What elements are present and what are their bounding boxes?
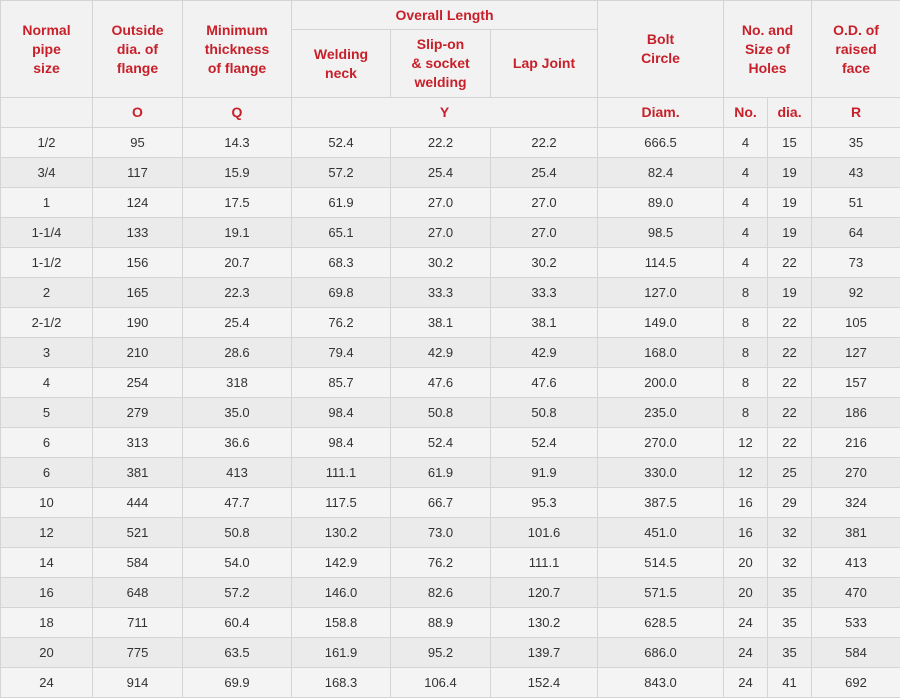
cell-pipe-size: 16 [1,578,93,608]
subheader-q: Q [183,98,292,128]
cell-bolt-circle: 270.0 [598,428,724,458]
cell-holes-dia: 22 [768,398,812,428]
cell-holes-no: 20 [724,578,768,608]
cell-bolt-circle: 514.5 [598,548,724,578]
cell-bolt-circle: 666.5 [598,128,724,158]
cell-raised-face: 105 [812,308,900,338]
cell-lap-joint: 22.2 [491,128,598,158]
cell-holes-no: 16 [724,518,768,548]
cell-thickness: 15.9 [183,158,292,188]
cell-raised-face: 692 [812,668,900,698]
cell-outside-dia: 254 [93,368,183,398]
cell-holes-no: 24 [724,638,768,668]
header-welding-neck: Welding neck [292,30,391,98]
cell-holes-dia: 22 [768,248,812,278]
cell-lap-joint: 130.2 [491,608,598,638]
cell-holes-no: 24 [724,668,768,698]
cell-pipe-size: 1 [1,188,93,218]
cell-slip-on: 42.9 [391,338,491,368]
cell-holes-dia: 22 [768,308,812,338]
table-header [1,1,900,128]
cell-raised-face: 64 [812,218,900,248]
cell-lap-joint: 91.9 [491,458,598,488]
cell-thickness: 35.0 [183,398,292,428]
cell-thickness: 413 [183,458,292,488]
cell-pipe-size: 2 [1,278,93,308]
cell-holes-no: 8 [724,338,768,368]
table-row [1,458,900,488]
cell-holes-no: 4 [724,158,768,188]
cell-pipe-size: 2-1/2 [1,308,93,338]
cell-outside-dia: 117 [93,158,183,188]
table-body [1,128,900,698]
cell-lap-joint: 50.8 [491,398,598,428]
cell-slip-on: 88.9 [391,608,491,638]
table-row [1,518,900,548]
cell-pipe-size: 1-1/4 [1,218,93,248]
cell-welding-neck: 52.4 [292,128,391,158]
cell-thickness: 57.2 [183,578,292,608]
cell-holes-dia: 35 [768,578,812,608]
cell-lap-joint: 33.3 [491,278,598,308]
cell-outside-dia: 914 [93,668,183,698]
header-bolt-circle: Bolt Circle [598,1,724,98]
cell-holes-dia: 29 [768,488,812,518]
cell-pipe-size: 24 [1,668,93,698]
cell-bolt-circle: 843.0 [598,668,724,698]
cell-raised-face: 43 [812,158,900,188]
cell-holes-no: 12 [724,428,768,458]
table-row [1,158,900,188]
cell-slip-on: 27.0 [391,188,491,218]
cell-welding-neck: 130.2 [292,518,391,548]
cell-outside-dia: 313 [93,428,183,458]
cell-raised-face: 35 [812,128,900,158]
cell-outside-dia: 156 [93,248,183,278]
cell-slip-on: 47.6 [391,368,491,398]
table-row [1,128,900,158]
cell-holes-dia: 19 [768,218,812,248]
cell-raised-face: 186 [812,398,900,428]
table-row [1,428,900,458]
cell-holes-dia: 35 [768,608,812,638]
cell-bolt-circle: 235.0 [598,398,724,428]
cell-raised-face: 533 [812,608,900,638]
subheader-y: Y [292,98,598,128]
cell-holes-dia: 41 [768,668,812,698]
cell-lap-joint: 38.1 [491,308,598,338]
cell-slip-on: 38.1 [391,308,491,338]
cell-holes-no: 8 [724,308,768,338]
cell-thickness: 47.7 [183,488,292,518]
cell-pipe-size: 1-1/2 [1,248,93,278]
cell-slip-on: 61.9 [391,458,491,488]
table-row [1,278,900,308]
cell-welding-neck: 85.7 [292,368,391,398]
cell-slip-on: 22.2 [391,128,491,158]
table-row [1,638,900,668]
cell-slip-on: 82.6 [391,578,491,608]
cell-welding-neck: 111.1 [292,458,391,488]
cell-welding-neck: 98.4 [292,398,391,428]
cell-holes-no: 20 [724,548,768,578]
cell-holes-dia: 19 [768,158,812,188]
cell-raised-face: 381 [812,518,900,548]
cell-welding-neck: 146.0 [292,578,391,608]
cell-pipe-size: 1/2 [1,128,93,158]
cell-lap-joint: 139.7 [491,638,598,668]
cell-bolt-circle: 82.4 [598,158,724,188]
cell-thickness: 50.8 [183,518,292,548]
cell-bolt-circle: 149.0 [598,308,724,338]
header-min-thickness: Minimum thickness of flange [183,1,292,98]
cell-lap-joint: 152.4 [491,668,598,698]
cell-bolt-circle: 451.0 [598,518,724,548]
cell-welding-neck: 117.5 [292,488,391,518]
cell-holes-no: 4 [724,248,768,278]
table-row [1,548,900,578]
cell-bolt-circle: 571.5 [598,578,724,608]
table-row [1,308,900,338]
header-slip-on: Slip-on & socket welding [391,30,491,98]
cell-slip-on: 52.4 [391,428,491,458]
table-row [1,188,900,218]
cell-lap-joint: 120.7 [491,578,598,608]
cell-welding-neck: 61.9 [292,188,391,218]
cell-slip-on: 76.2 [391,548,491,578]
cell-raised-face: 270 [812,458,900,488]
cell-thickness: 36.6 [183,428,292,458]
cell-raised-face: 73 [812,248,900,278]
cell-holes-no: 4 [724,128,768,158]
cell-holes-no: 4 [724,218,768,248]
cell-holes-dia: 35 [768,638,812,668]
cell-slip-on: 66.7 [391,488,491,518]
cell-holes-dia: 22 [768,428,812,458]
cell-holes-no: 8 [724,368,768,398]
cell-bolt-circle: 686.0 [598,638,724,668]
cell-slip-on: 25.4 [391,158,491,188]
table-row [1,668,900,698]
table-row [1,488,900,518]
cell-outside-dia: 165 [93,278,183,308]
table-row [1,338,900,368]
cell-pipe-size: 6 [1,428,93,458]
cell-pipe-size: 14 [1,548,93,578]
cell-welding-neck: 161.9 [292,638,391,668]
cell-welding-neck: 168.3 [292,668,391,698]
cell-holes-no: 24 [724,608,768,638]
subheader-dia: dia. [768,98,812,128]
table-row [1,608,900,638]
cell-bolt-circle: 330.0 [598,458,724,488]
cell-slip-on: 30.2 [391,248,491,278]
cell-pipe-size: 3/4 [1,158,93,188]
cell-thickness: 14.3 [183,128,292,158]
cell-outside-dia: 190 [93,308,183,338]
cell-raised-face: 324 [812,488,900,518]
cell-pipe-size: 18 [1,608,93,638]
cell-welding-neck: 98.4 [292,428,391,458]
cell-thickness: 69.9 [183,668,292,698]
cell-bolt-circle: 89.0 [598,188,724,218]
header-holes: No. and Size of Holes [724,1,812,98]
cell-slip-on: 50.8 [391,398,491,428]
cell-outside-dia: 210 [93,338,183,368]
cell-thickness: 25.4 [183,308,292,338]
cell-bolt-circle: 628.5 [598,608,724,638]
cell-lap-joint: 52.4 [491,428,598,458]
cell-bolt-circle: 168.0 [598,338,724,368]
cell-welding-neck: 158.8 [292,608,391,638]
cell-thickness: 318 [183,368,292,398]
header-pipe-size: Normal pipe size [1,1,93,98]
cell-outside-dia: 711 [93,608,183,638]
cell-holes-dia: 19 [768,278,812,308]
subheader-empty [1,98,93,128]
cell-outside-dia: 521 [93,518,183,548]
cell-raised-face: 216 [812,428,900,458]
subheader-diam: Diam. [598,98,724,128]
cell-welding-neck: 79.4 [292,338,391,368]
cell-holes-dia: 19 [768,188,812,218]
cell-lap-joint: 101.6 [491,518,598,548]
cell-outside-dia: 775 [93,638,183,668]
cell-holes-dia: 25 [768,458,812,488]
cell-welding-neck: 76.2 [292,308,391,338]
cell-raised-face: 51 [812,188,900,218]
cell-pipe-size: 4 [1,368,93,398]
cell-holes-dia: 22 [768,368,812,398]
cell-outside-dia: 279 [93,398,183,428]
cell-pipe-size: 20 [1,638,93,668]
cell-outside-dia: 124 [93,188,183,218]
cell-raised-face: 127 [812,338,900,368]
cell-thickness: 28.6 [183,338,292,368]
cell-bolt-circle: 98.5 [598,218,724,248]
cell-raised-face: 92 [812,278,900,308]
cell-thickness: 60.4 [183,608,292,638]
cell-thickness: 20.7 [183,248,292,278]
cell-raised-face: 157 [812,368,900,398]
cell-bolt-circle: 114.5 [598,248,724,278]
cell-raised-face: 584 [812,638,900,668]
cell-welding-neck: 68.3 [292,248,391,278]
cell-slip-on: 27.0 [391,218,491,248]
table-row [1,398,900,428]
cell-holes-no: 8 [724,278,768,308]
cell-holes-no: 4 [724,188,768,218]
cell-welding-neck: 142.9 [292,548,391,578]
cell-slip-on: 95.2 [391,638,491,668]
cell-holes-dia: 32 [768,548,812,578]
cell-lap-joint: 42.9 [491,338,598,368]
cell-outside-dia: 648 [93,578,183,608]
cell-outside-dia: 444 [93,488,183,518]
cell-outside-dia: 95 [93,128,183,158]
cell-outside-dia: 133 [93,218,183,248]
cell-bolt-circle: 387.5 [598,488,724,518]
cell-thickness: 19.1 [183,218,292,248]
cell-slip-on: 33.3 [391,278,491,308]
cell-welding-neck: 65.1 [292,218,391,248]
cell-lap-joint: 30.2 [491,248,598,278]
cell-pipe-size: 6 [1,458,93,488]
cell-holes-no: 12 [724,458,768,488]
table-row [1,368,900,398]
header-overall-length: Overall Length [292,1,598,30]
cell-slip-on: 73.0 [391,518,491,548]
cell-lap-joint: 111.1 [491,548,598,578]
cell-welding-neck: 57.2 [292,158,391,188]
table-row [1,248,900,278]
cell-thickness: 17.5 [183,188,292,218]
header-lap-joint: Lap Joint [491,30,598,98]
cell-holes-dia: 32 [768,518,812,548]
header-raised-face: O.D. of raised face [812,1,900,98]
cell-outside-dia: 381 [93,458,183,488]
cell-pipe-size: 10 [1,488,93,518]
cell-lap-joint: 47.6 [491,368,598,398]
cell-bolt-circle: 200.0 [598,368,724,398]
cell-thickness: 63.5 [183,638,292,668]
cell-bolt-circle: 127.0 [598,278,724,308]
cell-lap-joint: 95.3 [491,488,598,518]
table-row [1,218,900,248]
cell-holes-dia: 22 [768,338,812,368]
header-outside-dia: Outside dia. of flange [93,1,183,98]
cell-pipe-size: 5 [1,398,93,428]
cell-holes-no: 16 [724,488,768,518]
cell-pipe-size: 12 [1,518,93,548]
subheader-o: O [93,98,183,128]
table-row [1,578,900,608]
cell-lap-joint: 25.4 [491,158,598,188]
cell-lap-joint: 27.0 [491,188,598,218]
cell-welding-neck: 69.8 [292,278,391,308]
cell-lap-joint: 27.0 [491,218,598,248]
cell-thickness: 54.0 [183,548,292,578]
cell-outside-dia: 584 [93,548,183,578]
subheader-r: R [812,98,900,128]
cell-thickness: 22.3 [183,278,292,308]
cell-slip-on: 106.4 [391,668,491,698]
cell-pipe-size: 3 [1,338,93,368]
cell-raised-face: 470 [812,578,900,608]
cell-holes-no: 8 [724,398,768,428]
subheader-no: No. [724,98,768,128]
cell-raised-face: 413 [812,548,900,578]
cell-holes-dia: 15 [768,128,812,158]
